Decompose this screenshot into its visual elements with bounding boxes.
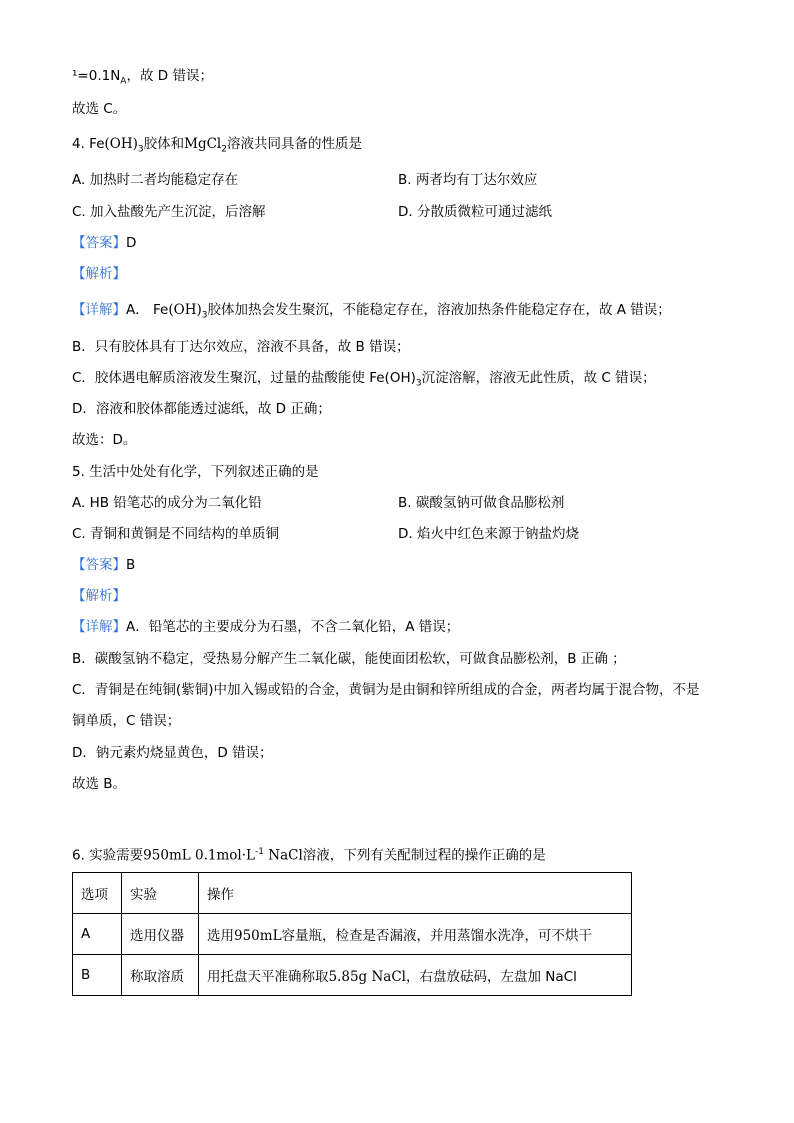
carryover-line: $^1=0.1N_A$，故 D 错误； <box>72 68 213 87</box>
q5-option-b: B. 碳酸氢钠可做食品膨松剂 <box>398 495 565 511</box>
q4-answer: 【答案】D <box>72 235 137 251</box>
q5-stem: 5. 生活中处处有化学，下列叙述正确的是 <box>72 464 319 480</box>
row-option: A <box>73 914 122 955</box>
q4-option-c: C. 加入盐酸先产生沉淀，后溶解 <box>72 204 266 220</box>
q4-detail-b: B．只有胶体具有丁达尔效应，溶液不具备，故 B 错误； <box>72 339 410 355</box>
q5-answer: 【答案】B <box>72 557 136 573</box>
row-experiment: 称取溶质 <box>122 955 199 996</box>
table-header-row <box>73 873 632 914</box>
q4-analysis-label: 【解析】 <box>72 266 126 282</box>
q4-option-a: A. 加热时二者均能稳定存在 <box>72 172 239 188</box>
table-row <box>73 955 632 996</box>
q5-detail-b: B．碳酸氢钠不稳定，受热易分解产生二氧化碳，能使面团松软，可做食品膨松剂，B 正确 ； <box>72 651 626 667</box>
q5-option-a: A. HB 铅笔芯的成分为二氧化铅 <box>72 495 262 511</box>
q4-detail-d: D．溶液和胶体都能透过滤纸，故 D 正确； <box>72 401 331 417</box>
q5-detail-d: D．钠元素灼烧显黄色，D 错误； <box>72 745 273 761</box>
q5-detail-a: 【详解】A．铅笔芯的主要成分为石墨，不含二氧化铅，A 错误； <box>72 619 460 635</box>
q4-conclusion: 故选：D。 <box>72 432 137 448</box>
q5-conclusion: 故选 B。 <box>72 776 127 792</box>
header-experiment: 实验 <box>122 873 199 914</box>
table-row <box>73 914 632 955</box>
row-option: B <box>73 955 122 996</box>
q5-detail-c-line1: C．青铜是在纯铜(紫铜)中加入锡或铅的合金，黄铜为是由铜和锌所组成的合金，两者均属于混合物，不是 <box>72 682 700 698</box>
carryover-conclusion: 故选 C。 <box>72 101 127 117</box>
row-experiment: 选用仪器 <box>122 914 199 955</box>
header-option: 选项 <box>73 873 122 914</box>
q4-option-d: D. 分散质微粒可通过滤纸 <box>398 204 552 220</box>
q4-stem: 4. $Fe(OH)_3$胶体和MgCl$_2$溶液共同具备的性质是 <box>72 136 362 155</box>
q5-detail-c-line2: 铜单质，C 错误； <box>72 713 181 729</box>
q4-option-b: B. 两者均有丁达尔效应 <box>398 172 538 188</box>
q4-detail-c: C．胶体遇电解质溶液发生聚沉，过量的盐酸能使 $Fe(OH)_3$沉淀溶解，溶液无此性质，故 C 错误； <box>72 370 656 389</box>
q5-option-c: C. 青铜和黄铜是不同结构的单质铜 <box>72 526 280 542</box>
header-operation: 操作 <box>199 873 632 914</box>
row-operation: 用托盘天平准确称取5.85g NaCl，右盘放砝码，左盘加 NaCl <box>199 955 632 996</box>
q4-detail-a: 【详解】A． $Fe(OH)_3$胶体加热会发生聚沉，不能稳定存在，溶液加热条件能稳定存在，故 A 错误； <box>72 302 671 321</box>
q5-option-d: D. 焰火中红色来源于钠盐灼烧 <box>398 526 579 542</box>
q6-table <box>72 872 632 996</box>
q5-analysis-label: 【解析】 <box>72 588 126 604</box>
row-operation: 选用950mL容量瓶，检查是否漏液，并用蒸馏水洗净，可不烘干 <box>199 914 632 955</box>
q6-stem: 6. 实验需要950mL $0.1mol\cdot L^{-1}$ NaCl溶液，下列有关配制过程的操作正确的是 <box>72 847 546 864</box>
